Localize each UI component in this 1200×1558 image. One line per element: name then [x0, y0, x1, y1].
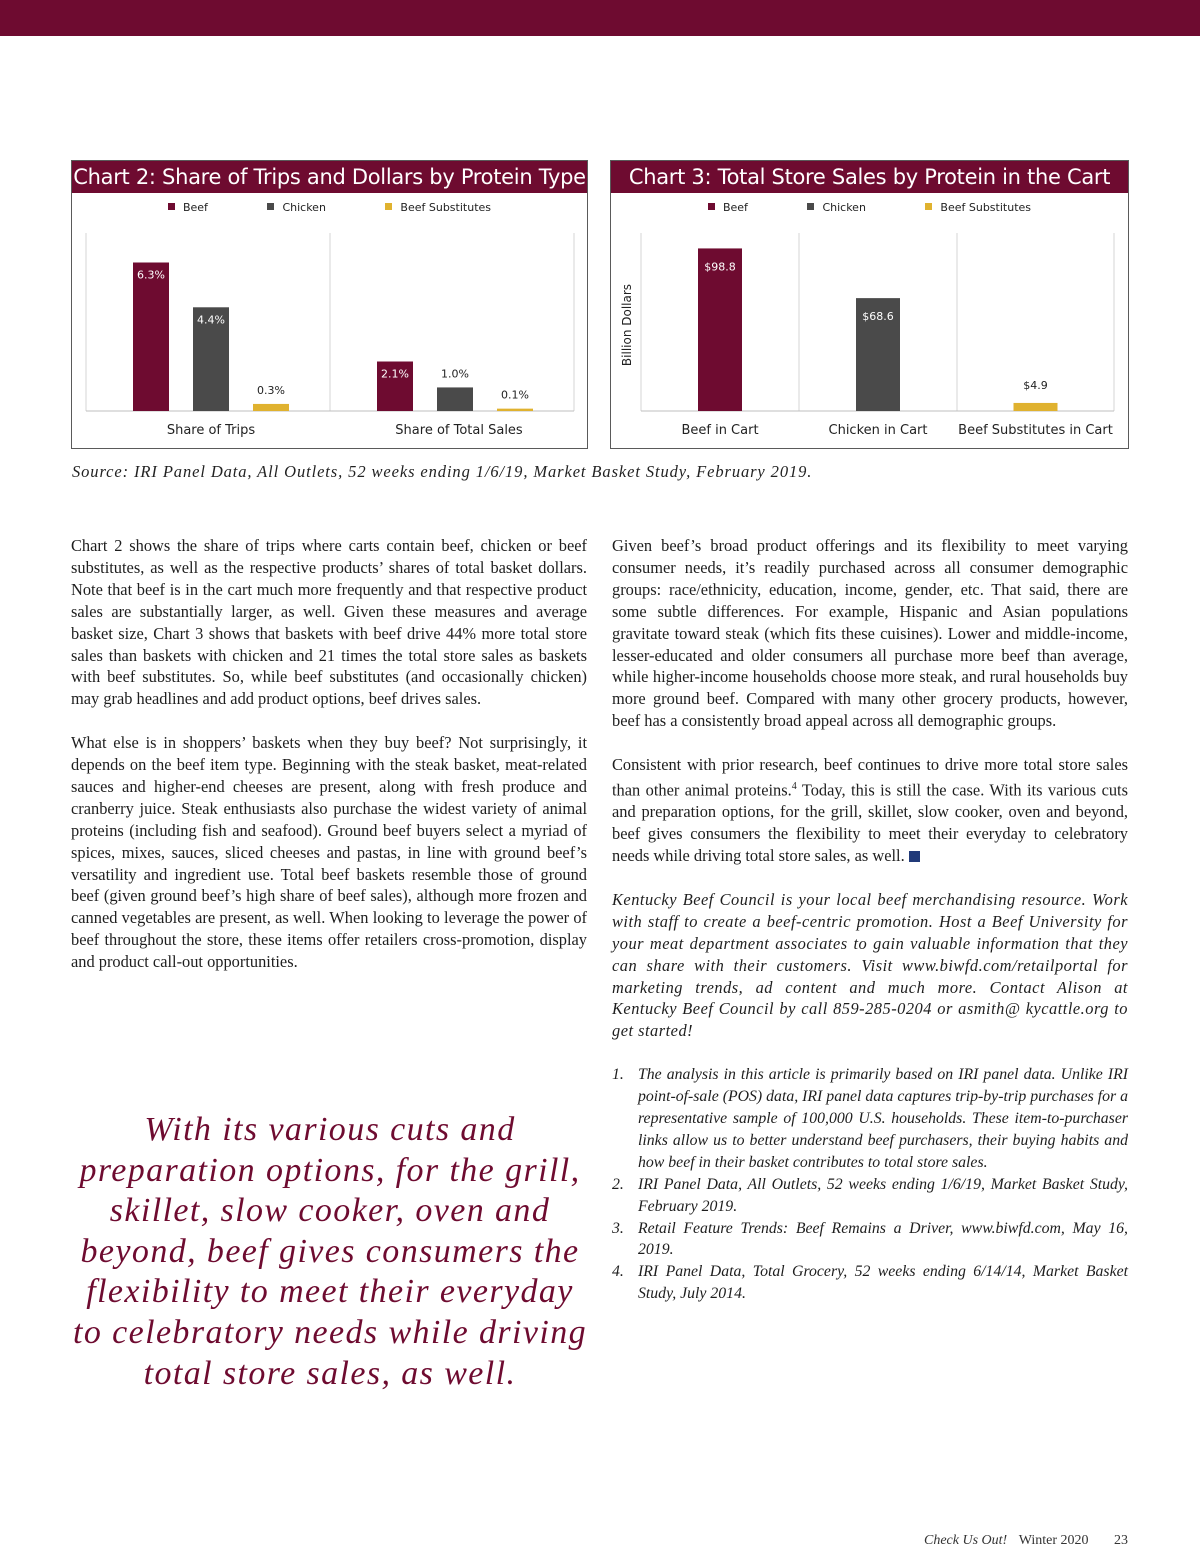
end-of-article-mark [909, 851, 920, 862]
footnote-item: 3. Retail Feature Trends: Beef Remains a Driver, www.biwfd.com, May 16, 2019. [612, 1219, 1128, 1259]
category-label: Beef Substitutes in Cart [958, 423, 1113, 438]
chart-source-note: Source: IRI Panel Data, All Outlets, 52 weeks ending 1/6/19, Market Basket Study, February 2019. [72, 462, 813, 481]
data-label: $4.9 [1023, 378, 1048, 392]
chart-3-legend [611, 201, 1128, 214]
data-label: 2.1% [381, 367, 409, 381]
page-footer [924, 1533, 1128, 1549]
body-paragraph: What else is in shoppers’ baskets when they buy beef? Not surprisingly, it depends on the beef item type. Beginning with the steak basket, meat-related sauces and higher-end cheeses are present, along with fresh produce and cranberry juice. Steak enthusiasts also purchase the widest variety of animal proteins (including fish and seafood). Ground beef buyers select a myriad of spices, mixes, sauces, sliced cheeses and pastas, in line with ground beef’s versatility and ingredient use. Total beef baskets resemble those of ground beef (given ground beef’s high share of beef sales), although more frozen and canned vegetables are present, as well. When looking to leverage the power of beef throughout the store, these items offer retailers cross-promotion, display and product call-out opportunities. [71, 733, 587, 972]
body-paragraph: Consistent with prior research, beef continues to drive more total store sales than other animal proteins.$^4$ Today, this is still the case. With its various cuts and preparation options, for the grill, skillet, slow cooker, oven and beyond, beef gives consumers the flexibility to meet their everyday to celebratory needs while driving total store sales, as well. [612, 755, 1128, 866]
bar-beef [133, 263, 169, 412]
legend-label-substitutes: Beef Substitutes [940, 201, 1032, 214]
legend-label-chicken: Chicken [822, 201, 866, 214]
top-color-band [0, 0, 1200, 36]
legend-label-beef: Beef [722, 201, 748, 214]
chart-3-title: Chart 3: Total Store Sales by Protein in the Cart [611, 161, 1128, 193]
legend-swatch-chicken [807, 203, 814, 210]
chart-2-legend [72, 201, 587, 214]
legend-swatch-chicken [267, 203, 274, 210]
data-label: 1.0% [441, 367, 469, 381]
body-paragraph: Chart 2 shows the share of trips where carts contain beef, chicken or beef substitutes, as well as the respective products’ shares of total basket dollars. Note that beef is in the cart much more frequently and that respective product sales are substantially larger, as well. Given these measures and average basket size, Chart 3 shows that baskets with beef drive 44% more total store sales than baskets with chicken and 21 times the total store sales as baskets with beef substitutes. So, while beef substitutes (and occasionally chicken) may grab headlines and add product options, beef drives sales. [71, 536, 587, 709]
data-label: $68.6 [862, 310, 894, 324]
footnotes [612, 1064, 1128, 1305]
right-column [612, 535, 1128, 1305]
magazine-name: Check Us Out! [923, 1533, 1008, 1548]
legend-swatch-substitutes [385, 203, 392, 210]
pull-quote: With its various cuts and preparation options, for the grill, skillet, slow cooker, oven and beyond, beef gives consumers the flexibility to meet their everyday to celebratory needs while driving total store sales, as well. [72, 1111, 588, 1392]
issue-label: Winter 2020 [1018, 1533, 1089, 1548]
footnote-ref: 4 [791, 780, 797, 792]
legend-swatch-beef [708, 203, 715, 210]
chart-3-panel [610, 160, 1129, 449]
page-number: 23 [1114, 1533, 1128, 1548]
data-label: 6.3% [137, 268, 165, 282]
footnote-item: 1. The analysis in this article is primarily based on IRI panel data. Unlike IRI point-of-sale (POS) data, IRI panel data captures trip-by-trip purchases for a representative sample of 100,000 U.S. households. These item-to-purchaser links allow us to better understand beef purchasers, their buying habits and how beef in their basket contributes to total store sales. [612, 1066, 1128, 1171]
data-label: 0.3% [257, 383, 285, 397]
bar-beef-substitutes [497, 409, 533, 411]
data-label: $98.8 [704, 260, 736, 274]
category-label: Chicken in Cart [828, 423, 928, 438]
bar-chicken [437, 387, 473, 411]
legend-label-beef: Beef [182, 201, 208, 214]
y-axis-label: Billion Dollars [620, 283, 634, 367]
data-label: 4.4% [197, 313, 225, 327]
bar-beef-substitutes [253, 404, 289, 411]
category-label: Beef in Cart [681, 423, 759, 438]
bar [1014, 403, 1058, 411]
body-paragraph: Given beef’s broad product offerings and its flexibility to meet varying consumer needs, it’s readily purchased across all consumer demographic groups: race/ethnicity, education, income, gender, etc. That said, there are some subtle differences. For example, Hispanic and Asian populations gravitate toward steak (which fits these cuisines). Lower and middle-income, lesser-educated and older consumers all purchase more beef than average, while higher-income households choose more steak, and rural households buy more ground beef. Compared with many other grocery products, however, beef has a consistently broad appeal across all demographic groups. [612, 536, 1128, 731]
footnote-item: 4. IRI Panel Data, Total Grocery, 52 weeks ending 6/14/14, Market Basket Study, July 2014. [612, 1263, 1128, 1303]
footnote-item: 2. IRI Panel Data, All Outlets, 52 weeks ending 1/6/19, Market Basket Study, February 2019. [612, 1175, 1128, 1215]
left-column [71, 535, 587, 995]
legend-swatch-beef [168, 203, 175, 210]
data-label: 0.1% [501, 388, 529, 402]
promo-paragraph: Kentucky Beef Council is your local beef merchandising resource. Work with staff to create a beef-centric promotion. Host a Beef University for your meat department associates to gain valuable information that they can share with their customers. Visit www.biwfd.com/retailportal for marketing trends, ad content and much more. Contact Alison at Kentucky Beef Council by call 859-285-0204 or asmith@ kycattle.org to get started! [612, 889, 1128, 1041]
chart-2-panel [71, 160, 588, 449]
legend-label-chicken: Chicken [282, 201, 326, 214]
category-label: Share of Trips [166, 423, 256, 438]
chart-2-title: Chart 2: Share of Trips and Dollars by Protein Type [72, 161, 587, 193]
category-label: Share of Total Sales [395, 423, 523, 438]
legend-swatch-substitutes [925, 203, 932, 210]
legend-label-substitutes: Beef Substitutes [400, 201, 492, 214]
